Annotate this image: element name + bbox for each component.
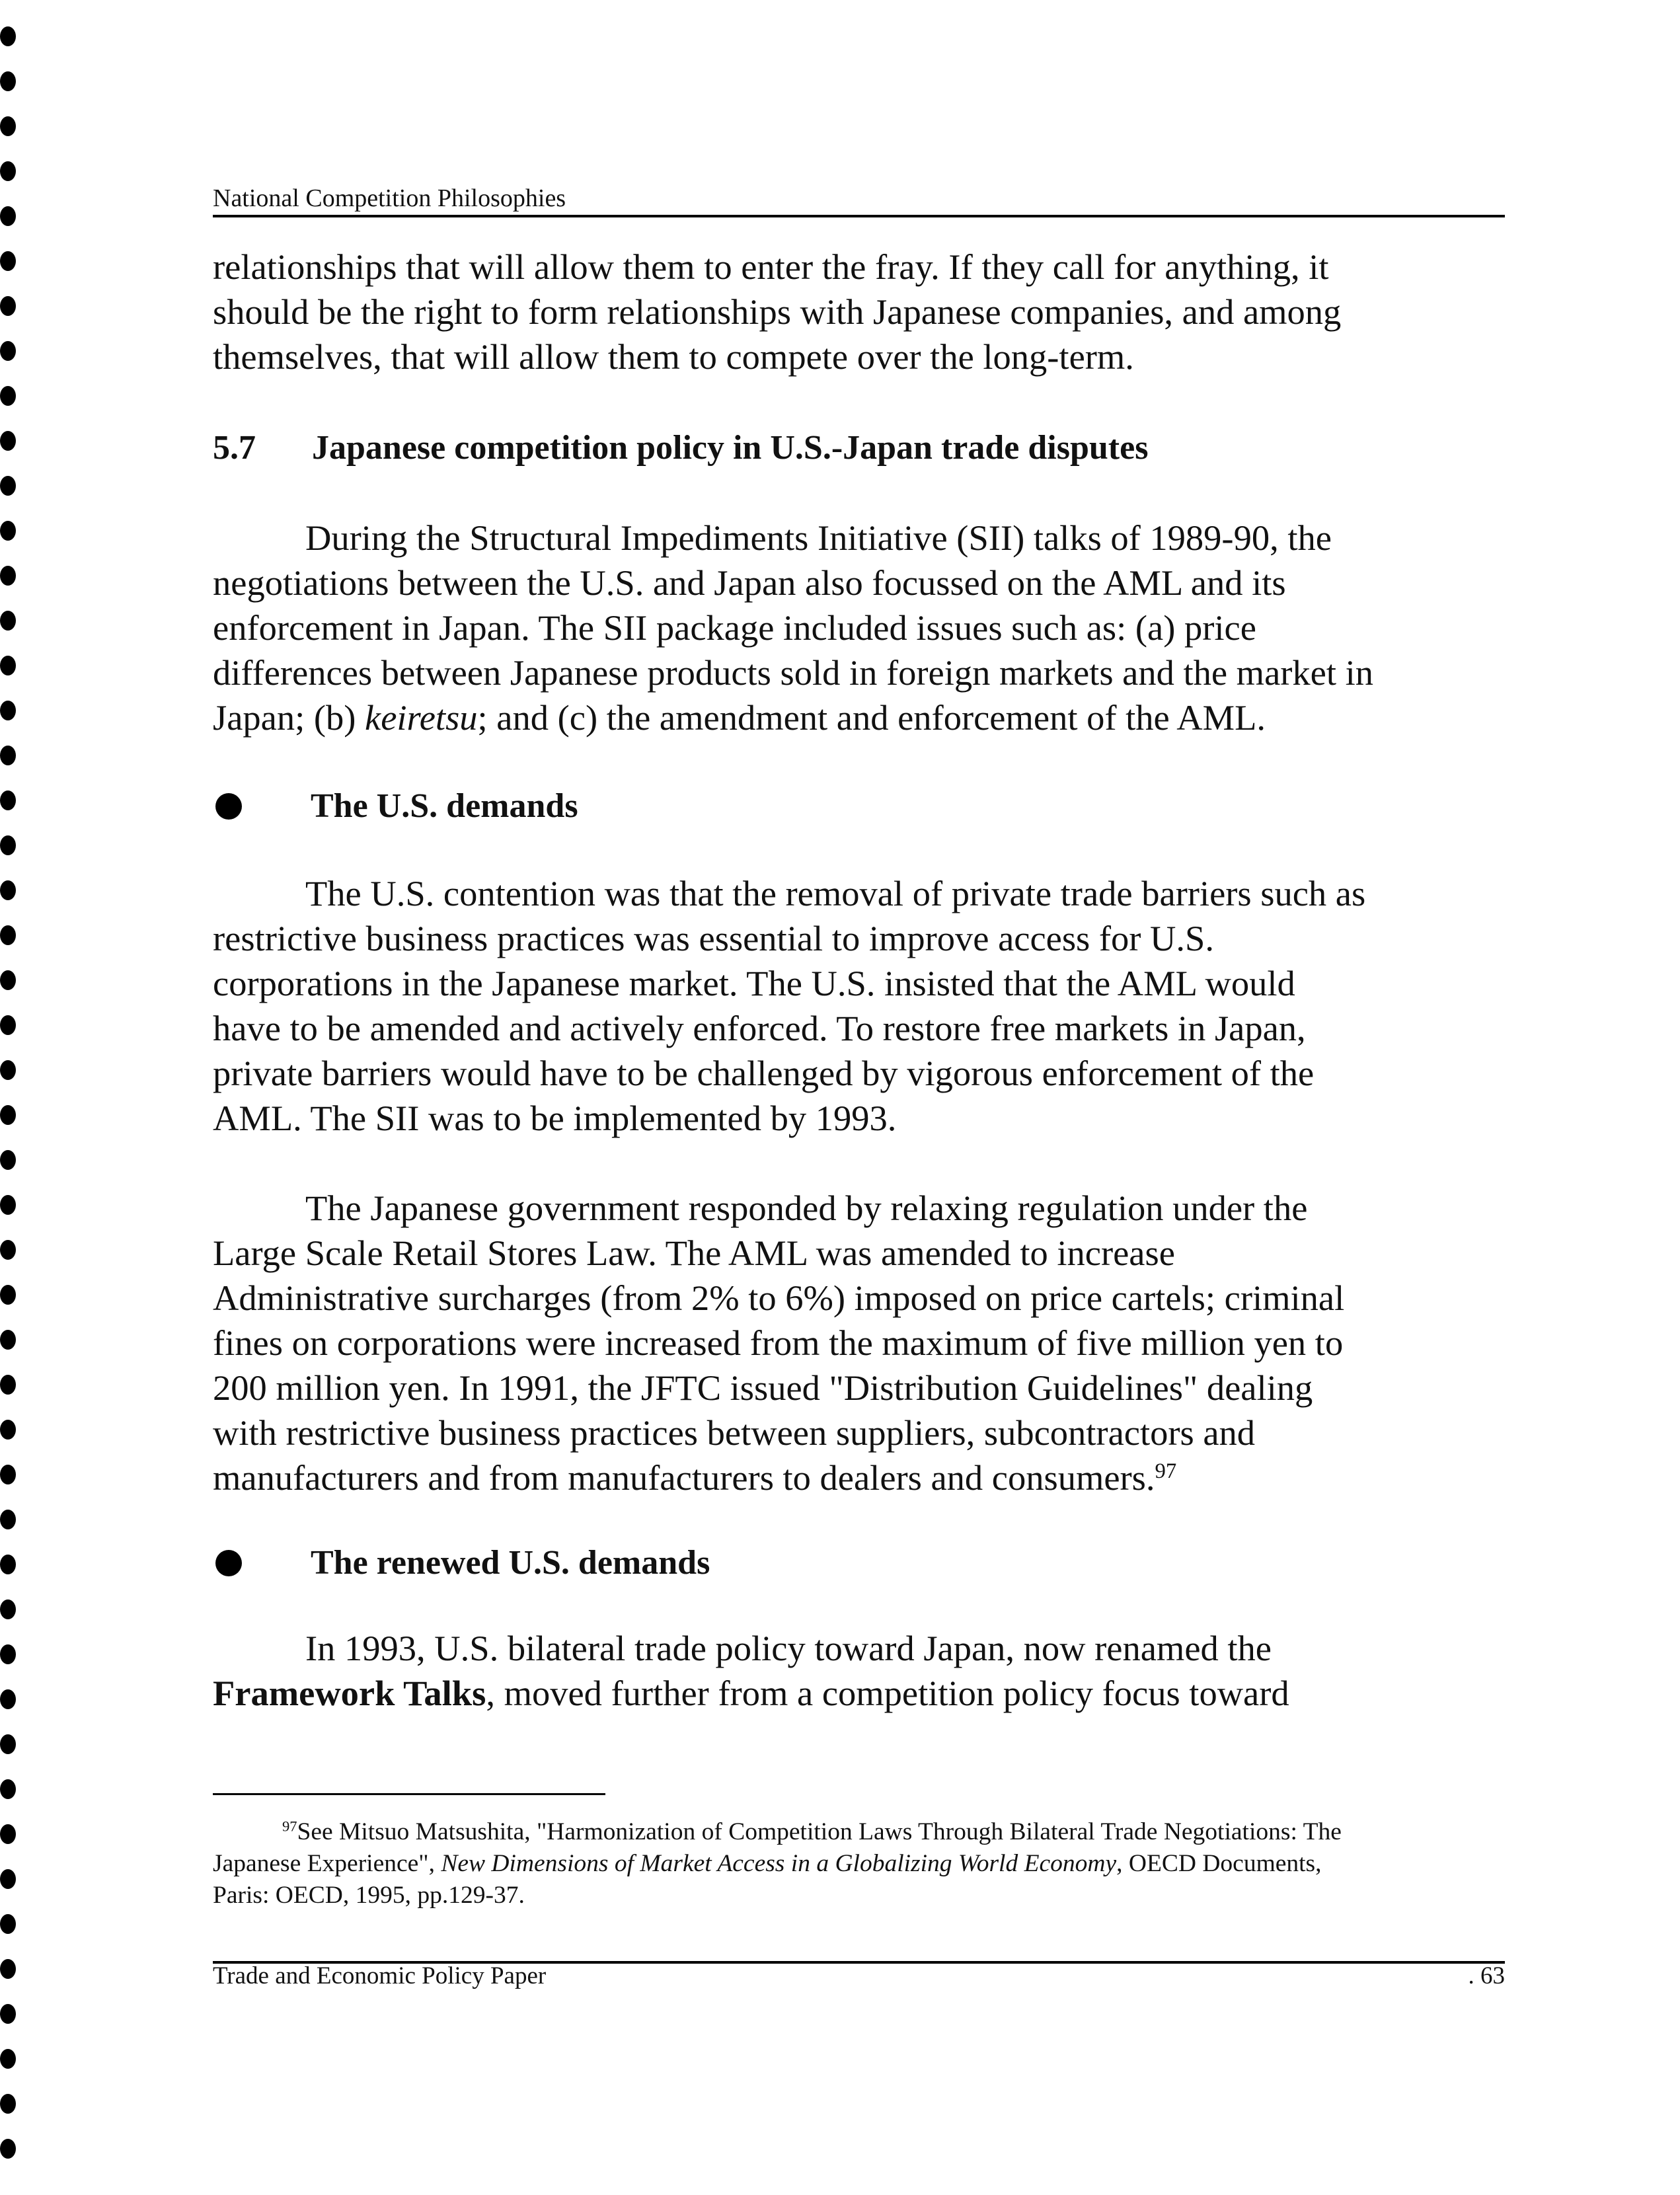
- binding-hole-icon: [0, 1734, 16, 1754]
- response-line: with restrictive business practices between suppliers, subcontractors and: [213, 1412, 1256, 1453]
- demands-line: corporations in the Japanese market. The U.S. insisted that the AML would: [213, 963, 1295, 1003]
- footnote-title: New Dimensions of Market Access in a Globalizing World Economy: [441, 1850, 1117, 1877]
- sii-line: negotiations between the U.S. and Japan also focussed on the AML and its: [213, 562, 1286, 603]
- binding-hole-icon: [0, 161, 16, 181]
- binding-hole-icon: [0, 2094, 16, 2114]
- binding-hole-icon: [0, 1869, 16, 1889]
- bullet-heading-us-demands: [213, 787, 578, 826]
- section-heading: [213, 428, 1148, 467]
- binding-hole-icon: [0, 116, 16, 136]
- binding-hole-icon: [0, 1285, 16, 1305]
- footnote-text: Japanese Experience",: [213, 1850, 441, 1877]
- renewed-line: In 1993, U.S. bilateral trade policy toward Japan, now renamed the: [305, 1628, 1272, 1668]
- binding-hole-icon: [0, 1510, 16, 1529]
- demands-line: restrictive business practices was essential to improve access for U.S.: [213, 918, 1214, 958]
- response-line: fines on corporations were increased from the maximum of five million yen to: [213, 1323, 1344, 1363]
- footnote: [213, 1816, 1508, 1911]
- binding-hole-icon: [0, 1599, 16, 1619]
- response-line: [213, 1455, 1508, 1500]
- binding-hole-icon: [0, 1105, 16, 1125]
- section-title: Japanese competition policy in U.S.-Japan trade disputes: [312, 429, 1149, 467]
- renewed-line: [213, 1671, 1508, 1716]
- binding-hole-icon: [0, 1914, 16, 1934]
- binding-hole-icon: [0, 970, 16, 990]
- binding-hole-icon: [0, 26, 16, 46]
- binding-hole-icon: [0, 2004, 16, 2024]
- intro-line: should be the right to form relationships with Japanese companies, and among: [213, 291, 1342, 332]
- binding-hole-icon: [0, 206, 16, 226]
- binding-hole-icon: [0, 1330, 16, 1350]
- demands-line: have to be amended and actively enforced. To restore free markets in Japan,: [213, 1008, 1306, 1048]
- binding-hole-icon: [0, 1555, 16, 1574]
- binding-hole-icon: [0, 2139, 16, 2159]
- binding-hole-icon: [0, 1195, 16, 1215]
- sii-line: enforcement in Japan. The SII package included issues such as: (a) price: [213, 607, 1256, 648]
- binding-hole-icon: [0, 611, 16, 631]
- response-line: The Japanese government responded by relaxing regulation under the: [305, 1188, 1308, 1228]
- response-line: Administrative surcharges (from 2% to 6%) imposed on price cartels; criminal: [213, 1278, 1345, 1318]
- sii-line: differences between Japanese products sold in foreign markets and the market in: [213, 652, 1374, 693]
- binding-hole-icon: [0, 566, 16, 586]
- sii-line: [213, 695, 1508, 740]
- bullet-heading-text: The renewed U.S. demands: [311, 1544, 710, 1582]
- binding-hole-icon: [0, 1240, 16, 1260]
- renewed-paragraph: [213, 1626, 1508, 1716]
- binding-hole-icon: [0, 790, 16, 810]
- footnote-text: , OECD Documents,: [1116, 1850, 1322, 1877]
- renewed-text: , moved further from a competition policy focus toward: [486, 1673, 1289, 1713]
- page-number: . 63: [1468, 1962, 1505, 1989]
- sii-text: Japan; (b): [213, 697, 365, 738]
- binding-hole-icon: [0, 880, 16, 900]
- response-line: Large Scale Retail Stores Law. The AML was amended to increase: [213, 1233, 1175, 1273]
- sii-line: During the Structural Impediments Initiative (SII) talks of 1989-90, the: [305, 518, 1332, 558]
- binding-hole-icon: [0, 1689, 16, 1709]
- intro-line: relationships that will allow them to enter the fray. If they call for anything, it: [213, 247, 1329, 287]
- response-line: 200 million yen. In 1991, the JFTC issued "Distribution Guidelines" dealing: [213, 1367, 1313, 1408]
- binding-hole-icon: [0, 476, 16, 496]
- demands-line: AML. The SII was to be implemented by 1993.: [213, 1098, 897, 1138]
- demands-paragraph: [213, 871, 1508, 1141]
- demands-line: The U.S. contention was that the removal of private trade barriers such as: [305, 873, 1366, 913]
- keiretsu-term: keiretsu: [365, 697, 478, 738]
- footnote-line: Paris: OECD, 1995, pp.129-37.: [213, 1882, 525, 1909]
- footnote-line: [213, 1848, 1508, 1880]
- binding-hole-icon: [0, 1465, 16, 1484]
- bullet-icon: [215, 1550, 242, 1576]
- bullet-heading-text: The U.S. demands: [311, 787, 578, 825]
- binding-hole-icon: [0, 386, 16, 406]
- bullet-icon: [215, 793, 242, 820]
- binding-hole-icon: [0, 701, 16, 720]
- sii-text: ; and (c) the amendment and enforcement of the AML.: [477, 697, 1266, 738]
- binding-hole-icon: [0, 1015, 16, 1035]
- footnote-text: See Mitsuo Matsushita, "Harmonization of Competition Laws Through Bilateral Trade Negotiations: The: [297, 1818, 1342, 1845]
- binding-hole-icon: [0, 1060, 16, 1080]
- footnote-line: [213, 1816, 1508, 1848]
- binding-hole-icon: [0, 1150, 16, 1170]
- binding-hole-icon: [0, 1375, 16, 1395]
- binding-hole-icon: [0, 1420, 16, 1440]
- response-text: manufacturers and from manufacturers to dealers and consumers.: [213, 1457, 1155, 1498]
- bullet-heading-renewed-demands: [213, 1543, 710, 1582]
- demands-line: private barriers would have to be challenged by vigorous enforcement of the: [213, 1053, 1315, 1093]
- binding-hole-icon: [0, 1824, 16, 1844]
- header-rule: [213, 215, 1505, 217]
- binding-hole-icon: [0, 925, 16, 945]
- binding-hole-icon: [0, 656, 16, 675]
- binding-hole-icon: [0, 2049, 16, 2069]
- intro-paragraph: [213, 245, 1508, 379]
- section-number: 5.7: [213, 429, 256, 467]
- binding-hole-icon: [0, 746, 16, 765]
- binding-hole-icon: [0, 431, 16, 451]
- binding-hole-icon: [0, 71, 16, 91]
- footnote-rule: [213, 1793, 605, 1795]
- footer-title: Trade and Economic Policy Paper: [213, 1962, 547, 1989]
- footnote-number: 97: [282, 1818, 297, 1835]
- running-header: National Competition Philosophies: [213, 184, 566, 212]
- sii-paragraph: [213, 516, 1508, 740]
- response-paragraph: [213, 1186, 1508, 1500]
- binding-hole-icon: [0, 1959, 16, 1979]
- framework-talks-term: Framework Talks: [213, 1673, 486, 1713]
- binding-hole-icon: [0, 521, 16, 541]
- binding-hole-icon: [0, 835, 16, 855]
- intro-line: themselves, that will allow them to compete over the long-term.: [213, 336, 1134, 377]
- binding-hole-icon: [0, 341, 16, 361]
- binding-hole-icon: [0, 1644, 16, 1664]
- spiral-binding-holes: [0, 0, 26, 2195]
- footnote-reference: 97: [1155, 1459, 1177, 1484]
- binding-hole-icon: [0, 1779, 16, 1799]
- binding-hole-icon: [0, 251, 16, 271]
- binding-hole-icon: [0, 296, 16, 316]
